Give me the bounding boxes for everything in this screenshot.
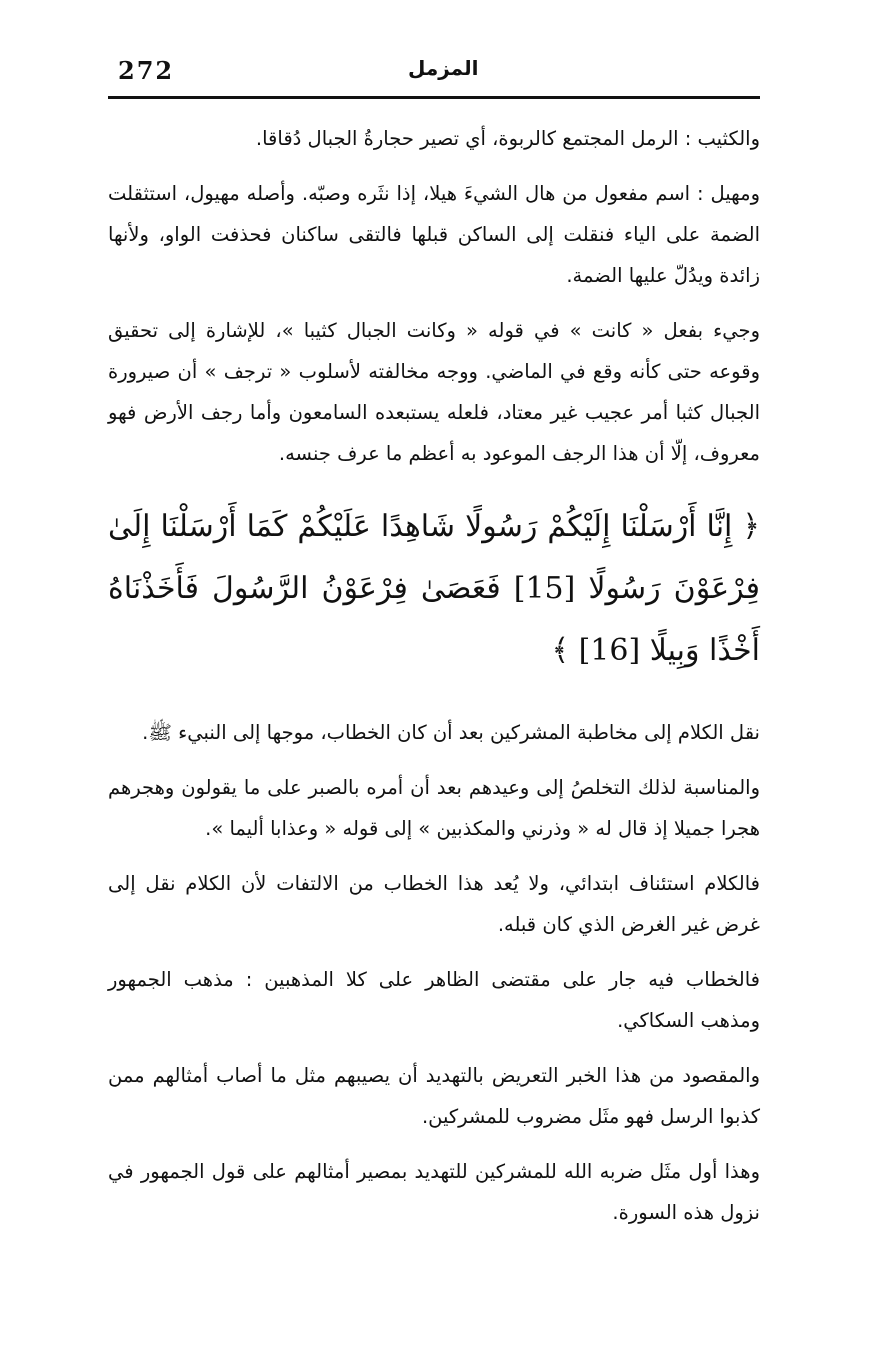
paragraph-mahil: ومهيل : اسم مفعول من هال الشيءَ هيلا، إذا نثَره وصبّه. وأصله مهيول، استثقلت الضمة على الياء فنقلت إلى الساكن قبلها فالتقى ساكنان فحذفت الواو، ولأنها زائدة ويدُلّ عليها الضمة. (108, 182, 760, 287)
paragraph-maqsud: والمقصود من هذا الخبر التعريض بالتهديد أن يصيبهم مثل ما أصاب أمثالهم ممن كذبوا الرسل فهو مثَل مضروب للمشركين. (108, 1064, 760, 1128)
paragraph-kathib: والكثيب : الرمل المجتمع كالربوة، أي تصير حجارةُ الجبال دُقاقا. (255, 127, 760, 150)
paragraph-mathal: وهذا أول مثَل ضربه الله للمشركين للتهديد بمصير أمثالهم على قول الجمهور في نزول هذه السورة. (108, 1160, 760, 1224)
running-title: المزمل (408, 56, 479, 80)
paragraph-khitab: فالخطاب فيه جار على مقتضى الظاهر على كلا المذهبين : مذهب الجمهور ومذهب السكاكي. (108, 968, 760, 1032)
paragraph-kanat: وجيء بفعل « كانت » في قوله « وكانت الجبال كثيبا »، للإشارة إلى تحقيق وقوعه حتى كأنه وقع في الماضي. ووجه مخالفته لأسلوب « ترجف » أن صيرورة الجبال كثبا أمر عجيب غير معتاد، فلعله يستبعده السامعون وأما رجف الأرض فهو معروف، إلّا أن هذا الرجف الموعود به أعظم ما عرف جنسه. (108, 319, 760, 465)
page-body (108, 118, 760, 1247)
paragraph-transition: نقل الكلام إلى مخاطبة المشركين بعد أن كان الخطاب، موجها إلى النبيء ﷺ. (142, 721, 760, 744)
paragraph-munasaba: والمناسبة لذلك التخلصُ إلى وعيدهم بعد أن أمره بالصبر على ما يقولون وهجرهم هجرا جميلا إذ قال له « وذرني والمكذبين » إلى قوله « وعذابا أليما ». (108, 776, 760, 840)
page-number: 272 (118, 56, 175, 85)
paragraph-istinaf: فالكلام استئناف ابتدائي، ولا يُعد هذا الخطاب من الالتفات لأن الكلام نقل إلى غرض غير الغرض الذي كان قبله. (108, 872, 760, 936)
quran-verse: ﴿ إِنَّا أَرْسَلْنَا إِلَيْكُمْ رَسُولًا شَاهِدًا عَلَيْكُمْ كَمَا أَرْسَلْنَا إِلَىٰ فِرْعَوْنَ رَسُولًا [15] فَعَصَىٰ فِرْعَوْنُ الرَّسُولَ فَأَخَذْنَاهُ أَخْذًا وَبِيلًا [16] ﴾ (108, 509, 760, 668)
page-header (108, 52, 760, 99)
